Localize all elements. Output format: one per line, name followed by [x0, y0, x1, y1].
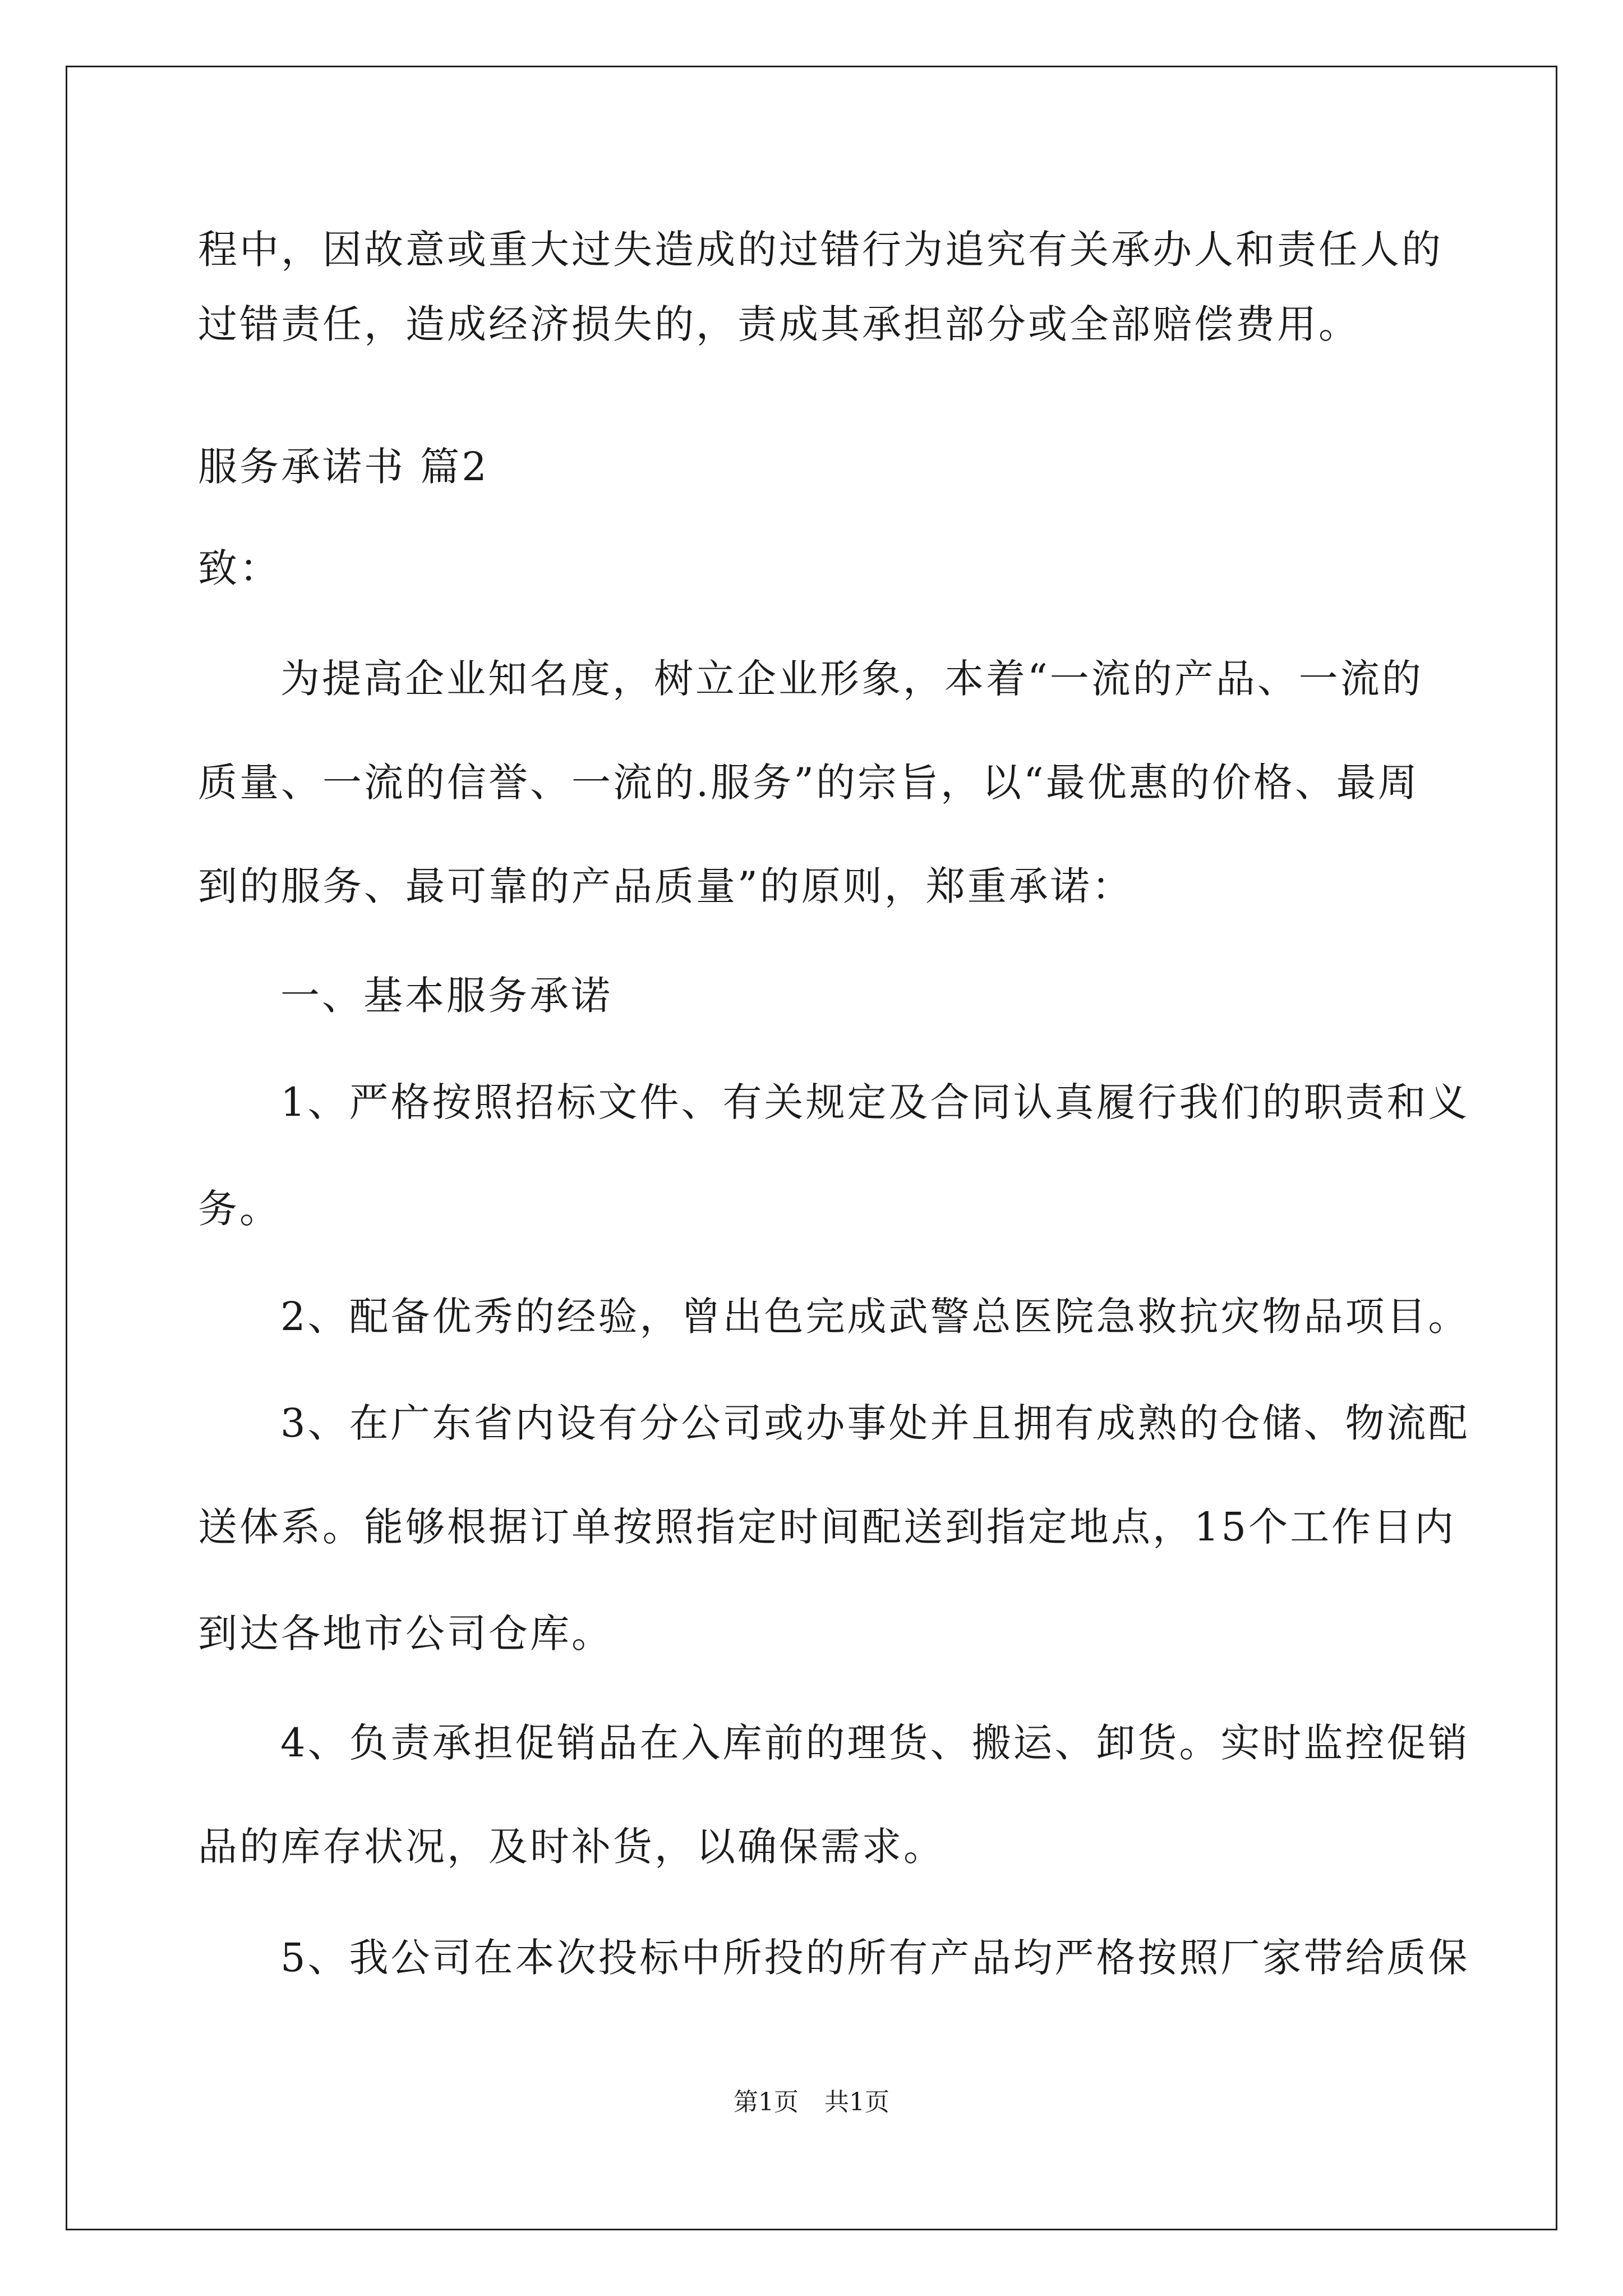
paragraph-line: 送体系。能够根据订单按照指定时间配送到指定地点，15个工作日内 — [198, 1504, 1456, 1550]
section-heading: 服务承诺书 篇2 — [198, 444, 489, 490]
paragraph-line: 程中，因故意或重大过失造成的过错行为追究有关承办人和责任人的 — [198, 227, 1443, 273]
page-footer — [0, 2087, 1623, 2118]
paragraph-line: 为提高企业知名度，树立企业形象，本着“一流的产品、一流的 — [280, 656, 1423, 702]
list-item: 5、我公司在本次投标中所投的所有产品均严格按照厂家带给质保 — [280, 1935, 1470, 1981]
paragraph-line: 质量、一流的信誉、一流的.服务”的宗旨，以“最优惠的价格、最周 — [198, 760, 1419, 806]
subsection-heading: 一、基本服务承诺 — [280, 973, 612, 1019]
paragraph-line: 到达各地市公司仓库。 — [198, 1611, 613, 1657]
list-item: 2、配备优秀的经验，曾出色完成武警总医院急救抗灾物品项目。 — [280, 1294, 1470, 1340]
list-item: 1、严格按照招标文件、有关规定及合同认真履行我们的职责和义 — [280, 1079, 1470, 1125]
paragraph-line: 到的服务、最可靠的产品质量”的原则，郑重承诺： — [198, 863, 1133, 909]
page-border — [66, 66, 1557, 2230]
page-total: 共1页 — [824, 2088, 889, 2116]
paragraph-line: 品的库存状况，及时补货，以确保需求。 — [198, 1824, 945, 1870]
list-item: 3、在广东省内设有分公司或办事处并且拥有成熟的仓储、物流配 — [280, 1400, 1470, 1446]
list-item: 4、负责承担促销品在入库前的理货、搬运、卸货。实时监控促销 — [280, 1720, 1470, 1766]
salutation: 致： — [198, 545, 281, 591]
page-number: 第1页 — [734, 2088, 799, 2116]
paragraph-line: 过错责任，造成经济损失的，责成其承担部分或全部赔偿费用。 — [198, 301, 1360, 347]
paragraph-line: 务。 — [198, 1186, 281, 1232]
